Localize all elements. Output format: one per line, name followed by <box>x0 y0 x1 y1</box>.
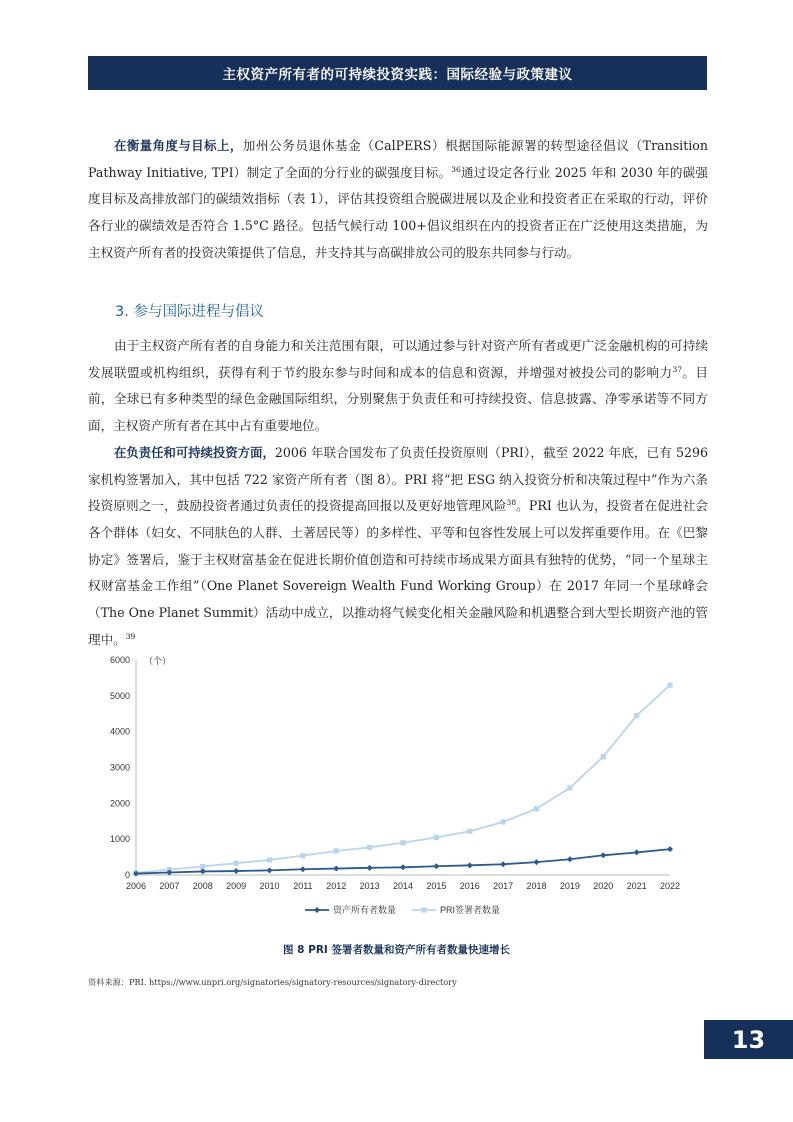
series-point-1 <box>467 829 472 834</box>
series-point-1 <box>334 848 339 853</box>
series-point-0 <box>534 859 540 865</box>
page-number: 13 <box>704 1020 793 1059</box>
y-axis-unit: （个） <box>144 656 172 666</box>
legend-swatch-marker <box>421 907 426 912</box>
series-point-1 <box>501 819 506 824</box>
series-point-1 <box>267 857 272 862</box>
running-header <box>88 56 707 90</box>
y-tick-label: 5000 <box>109 690 130 701</box>
x-tick-label: 2006 <box>125 881 147 891</box>
series-point-0 <box>567 856 573 862</box>
series-point-0 <box>400 864 406 870</box>
x-tick-label: 2018 <box>526 881 547 891</box>
x-tick-label: 2017 <box>493 881 514 891</box>
x-tick-label: 2022 <box>659 881 681 891</box>
series-point-0 <box>634 849 640 855</box>
x-tick-label: 2008 <box>192 881 213 891</box>
source-note: 资料来源：PRI. https://www.unpri.org/signatories/signatory-resources/signatory-directory <box>88 977 457 987</box>
x-tick-label: 2016 <box>459 881 480 891</box>
x-tick-label: 2010 <box>259 881 280 891</box>
y-tick-label: 0 <box>124 870 130 880</box>
section-heading: 3. 参与国际进程与倡议 <box>115 304 264 320</box>
running-header-title: 主权资产所有者的可持续投资实践：国际经验与政策建议 <box>222 67 573 83</box>
legend-label: 资产所有者数量 <box>333 905 397 915</box>
series-point-1 <box>234 861 239 866</box>
series-point-1 <box>534 806 539 811</box>
paragraph-text: 。目前，全球已有多种类型的绿色金融国际组织，分别聚焦于负责任和可持续投资、信息披露、净零承诺等不同方面，主权资产所有者在其中占有重要地位。 <box>88 364 709 434</box>
series-point-1 <box>367 845 372 850</box>
series-point-0 <box>667 846 673 852</box>
x-tick-label: 2007 <box>159 881 180 891</box>
series-point-0 <box>200 868 206 874</box>
paragraph-text: 2006 年联合国发布了负责任投资原则（PRI），截至 2022 年底，已有 5296 家机构签署加入，其中包括 722 家资产所有者（图 8）。PRI 将“把 ESG 纳入投资分析和决策过程中”作为六条投资原则之一，鼓励投资者通过负责任的投资提高回报以及更好地管理风险 <box>88 444 708 514</box>
footnote-ref-38[interactable]: 38 <box>506 498 517 508</box>
series-point-0 <box>300 866 306 872</box>
series-point-0 <box>333 866 339 872</box>
legend-label: PRI签署者数量 <box>440 905 501 915</box>
y-tick-label: 2000 <box>109 798 130 809</box>
series-point-0 <box>233 868 239 874</box>
x-tick-label: 2019 <box>559 881 580 891</box>
x-tick-label: 2021 <box>626 881 647 891</box>
y-tick-label: 1000 <box>109 834 130 845</box>
paragraph-text: 加州公务员退休基金（CalPERS）根据国际能源署的转型途径倡议（Transition Pathway Initiative, TPI）制定了全面的分行业的碳强度目标。 <box>88 138 708 180</box>
x-tick-label: 2020 <box>593 881 614 891</box>
series-point-1 <box>567 785 572 790</box>
series-point-0 <box>467 862 473 868</box>
footnote-ref-36[interactable]: 36 <box>451 164 461 174</box>
x-tick-label: 2009 <box>226 881 247 891</box>
x-tick-label: 2015 <box>426 881 447 891</box>
x-tick-label: 2011 <box>293 881 313 891</box>
y-tick-label: 4000 <box>109 726 130 737</box>
y-tick-label: 3000 <box>109 762 130 773</box>
line-chart <box>100 648 700 923</box>
series-point-1 <box>667 683 672 688</box>
series-point-1 <box>434 835 439 840</box>
footnote-ref-39[interactable]: 39 <box>125 631 136 641</box>
x-tick-label: 2013 <box>359 881 380 891</box>
x-tick-label: 2012 <box>326 881 347 891</box>
paragraph-text: 由于主权资产所有者的自身能力和关注范围有限，可以通过参与针对资产所有者或更广泛金融机构的可持续发展联盟或机构组织，获得有利于节约股东参与时间和成本的信息和资源，并增强对被投公司的影响力 <box>88 338 708 380</box>
paragraph-calpers <box>88 133 708 267</box>
series-point-1 <box>601 754 606 759</box>
paragraph-text: 。PRI 也认为，投资者在促进社会各个群体（妇女、不同肤色的人群、土著居民等）的多样性、平等和包容性发展上可以发挥重要作用。在《巴黎协定》签署后，鉴于主权财富基金在促进长期价值创造和可持续市场成果方面具有独特的优势，“同一个星球主权财富基金工作组”（One Planet Sovereign Wealth Fund Working Group）在 2017 年同一个星球峰会（The One Planet Summit）活动中成立，以推动将气候变化相关金融风险和机遇整合到大型长期资产池的管理中。 <box>88 498 708 647</box>
series-point-0 <box>367 865 373 871</box>
series-point-0 <box>433 863 439 869</box>
footnote-ref-37[interactable]: 37 <box>672 364 683 374</box>
series-point-1 <box>300 853 305 858</box>
paragraph-text: 通过设定各行业 2025 年和 2030 年的碳强度目标及高排放部门的碳绩效指标（表 1），评估其投资组合脱碳进展以及企业和投资者正在采取的行动，评价各行业的碳绩效是否符合 1.5°C 路径。包括气候行动 100+倡议组织在内的投资者正在广泛使用这类措施，为主权资产所有者的投资决策提供了信息，并支持其与高碳排放公司的股东共同参与行动。 <box>88 164 708 260</box>
series-point-0 <box>267 867 273 873</box>
paragraph-alliances <box>88 333 708 440</box>
series-point-0 <box>600 852 606 858</box>
figure-caption: 图 8 PRI 签署者数量和资产所有者数量快速增长 <box>283 944 510 956</box>
series-point-1 <box>400 840 405 845</box>
paragraph-group <box>88 333 708 653</box>
series-point-1 <box>634 713 639 718</box>
lead-phrase: 在负责任和可持续投资方面， <box>114 445 275 460</box>
x-tick-label: 2014 <box>392 881 414 891</box>
y-tick-label: 6000 <box>109 655 130 665</box>
legend-swatch-marker <box>314 907 320 913</box>
series-point-0 <box>500 861 506 867</box>
paragraph-pri <box>88 440 708 654</box>
series-point-1 <box>200 864 205 869</box>
lead-phrase: 在衡量角度与目标上， <box>114 139 243 153</box>
